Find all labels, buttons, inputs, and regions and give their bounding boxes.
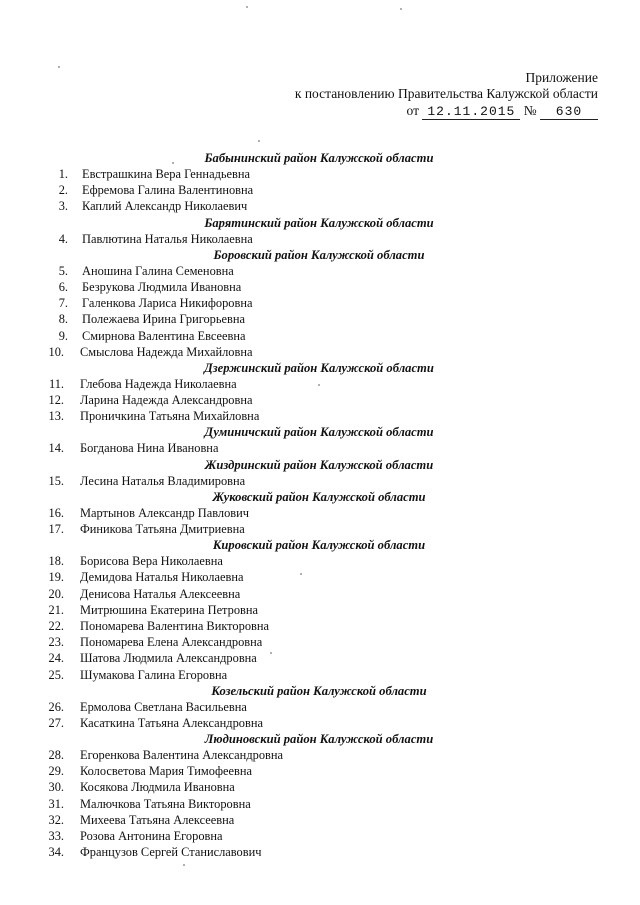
- district-heading: Дзержинский район Калужской области: [204, 360, 434, 375]
- item-number: 18.: [48, 554, 64, 569]
- list-item: [44, 505, 444, 521]
- person-name: Павлютина Наталья Николаевна: [82, 231, 253, 246]
- person-name: Полежаева Ирина Григорьевна: [82, 312, 246, 327]
- person-name: Шатова Людмила Александровна: [80, 651, 257, 666]
- list-item: [44, 328, 444, 344]
- person-name: Ефремова Галина Валентиновна: [82, 183, 254, 198]
- person-name: Аношина Галина Семеновна: [82, 263, 234, 278]
- item-number: 10.: [48, 344, 64, 359]
- list-item: [44, 198, 444, 214]
- list-item: [44, 295, 444, 311]
- list-item: [44, 796, 444, 812]
- list-item: [44, 166, 444, 182]
- item-number: 13.: [48, 409, 64, 424]
- scan-speck: [300, 573, 302, 575]
- person-name: Смыслова Надежда Михайловна: [80, 344, 253, 359]
- person-name: Касаткина Татьяна Александровна: [80, 715, 263, 730]
- list-item: [44, 618, 444, 634]
- item-number: 1.: [58, 167, 68, 181]
- list-item: [44, 634, 444, 650]
- list-item: [44, 279, 444, 295]
- person-name: Пономарева Валентина Викторовна: [80, 618, 269, 633]
- list-item: [44, 747, 444, 763]
- item-number: 19.: [48, 570, 64, 585]
- scan-speck: [183, 864, 185, 866]
- person-name: Мартынов Александр Павлович: [80, 505, 250, 520]
- scan-speck: [258, 140, 260, 142]
- list-item: [44, 715, 444, 731]
- item-number: 12.: [48, 393, 64, 408]
- district-heading: Жуковский район Калужской области: [212, 489, 426, 504]
- district-heading: Боровский район Калужской области: [213, 247, 425, 262]
- person-name: Михеева Татьяна Алексеевна: [80, 812, 235, 827]
- person-name: Финикова Татьяна Дмитриевна: [80, 522, 245, 536]
- person-name: Митрюшина Екатерина Петровна: [80, 602, 259, 617]
- list-item: [44, 440, 444, 456]
- person-name: Ермолова Светлана Васильевна: [80, 699, 247, 714]
- list-item: [44, 263, 444, 279]
- item-number: 7.: [58, 296, 68, 311]
- person-name: Каплий Александр Николаевич: [82, 199, 248, 214]
- district-heading: Барятинский район Калужской области: [204, 215, 434, 230]
- list-item: [44, 650, 444, 666]
- list-item: [44, 473, 444, 489]
- list-item: [44, 602, 444, 618]
- item-number: 2.: [58, 183, 68, 198]
- list-item: [44, 586, 444, 602]
- person-name: Французов Сергей Станиславович: [80, 845, 262, 860]
- district-heading: Людиновский район Калужской области: [204, 732, 434, 747]
- item-number: 5.: [58, 263, 68, 278]
- district-heading: Козельский район Калужской области: [211, 683, 427, 698]
- item-number: 22.: [48, 618, 64, 633]
- person-name: Проничкина Татьяна Михайловна: [80, 409, 260, 424]
- person-name: Смирнова Валентина Евсеевна: [82, 328, 246, 343]
- scan-speck: [400, 8, 402, 10]
- district-heading: Думиничский район Калужской области: [204, 425, 434, 440]
- decree-date: 12.11.2015: [422, 105, 520, 120]
- person-name: Евстрашкина Вера Геннадьевна: [82, 167, 250, 181]
- person-name: Пономарева Елена Александровна: [80, 635, 263, 650]
- list-item: [44, 182, 444, 198]
- person-name: Борисова Вера Николаевна: [80, 554, 223, 569]
- item-number: 31.: [48, 796, 64, 811]
- item-number: 32.: [48, 812, 64, 827]
- item-number: 30.: [48, 780, 64, 795]
- item-number: 24.: [48, 651, 64, 666]
- list-item: [44, 828, 444, 844]
- list-item: [44, 408, 444, 424]
- person-name: Шумакова Галина Егоровна: [80, 667, 228, 682]
- item-number: 14.: [48, 441, 64, 456]
- list-item: [44, 763, 444, 779]
- person-name: Ларина Надежда Александровна: [80, 393, 253, 408]
- person-name: Егоренкова Валентина Александровна: [80, 748, 283, 763]
- person-name: Розова Антонина Егоровна: [80, 829, 223, 843]
- number-prefix: №: [523, 103, 537, 118]
- item-number: 29.: [48, 764, 64, 779]
- item-number: 15.: [48, 473, 64, 488]
- person-name: Малючкова Татьяна Викторовна: [80, 796, 251, 811]
- scan-speck: [318, 384, 320, 386]
- district-heading: Кировский район Калужской области: [212, 538, 426, 553]
- item-number: 11.: [48, 376, 64, 391]
- item-number: 9.: [58, 328, 68, 343]
- item-number: 25.: [48, 667, 64, 682]
- list-item: [44, 812, 444, 828]
- person-name: Денисова Наталья Алексеевна: [80, 586, 241, 601]
- list-item: [44, 376, 444, 392]
- list-item: [44, 779, 444, 795]
- list-item: [44, 521, 444, 537]
- person-name: Колосветова Мария Тимофеевна: [80, 764, 252, 779]
- person-name: Демидова Наталья Николаевна: [80, 570, 244, 585]
- person-name: Безрукова Людмила Ивановна: [82, 279, 242, 294]
- item-number: 8.: [58, 312, 68, 327]
- district-heading: Жиздринский район Калужской области: [204, 457, 434, 472]
- decree-number: 630: [540, 105, 598, 120]
- scan-speck: [172, 162, 174, 164]
- nominee-list: [44, 150, 444, 860]
- item-number: 34.: [48, 845, 64, 860]
- list-item: [44, 392, 444, 408]
- person-name: Косякова Людмила Ивановна: [80, 780, 235, 795]
- item-number: 26.: [48, 699, 64, 714]
- list-item: [44, 569, 444, 585]
- person-name: Богданова Нина Ивановна: [80, 441, 219, 456]
- list-item: [44, 553, 444, 569]
- list-item: [44, 844, 444, 860]
- item-number: 4.: [58, 231, 68, 246]
- date-prefix: от: [406, 103, 419, 118]
- item-number: 17.: [48, 522, 64, 536]
- item-number: 3.: [58, 199, 68, 214]
- list-item: [44, 231, 444, 247]
- list-item: [44, 344, 444, 360]
- item-number: 27.: [48, 715, 64, 730]
- person-name: Глебова Надежда Николаевна: [80, 376, 237, 391]
- item-number: 23.: [48, 635, 64, 650]
- district-heading: Бабынинский район Калужской области: [204, 151, 434, 165]
- person-name: Лесина Наталья Владимировна: [80, 473, 246, 488]
- scan-speck: [270, 652, 272, 654]
- list-item: [44, 311, 444, 327]
- appendix-title: Приложение: [525, 70, 598, 85]
- decree-reference: [295, 103, 598, 120]
- item-number: 21.: [48, 602, 64, 617]
- appendix-subtitle: к постановлению Правительства Калужской области: [294, 86, 598, 101]
- item-number: 33.: [48, 829, 64, 843]
- appendix-header: [295, 70, 598, 120]
- item-number: 28.: [48, 748, 64, 763]
- item-number: 6.: [58, 279, 68, 294]
- list-item: [44, 667, 444, 683]
- person-name: Галенкова Лариса Никифоровна: [82, 296, 253, 311]
- item-number: 16.: [48, 505, 64, 520]
- list-item: [44, 699, 444, 715]
- scan-speck: [58, 66, 60, 68]
- scan-speck: [246, 6, 248, 8]
- item-number: 20.: [48, 586, 64, 601]
